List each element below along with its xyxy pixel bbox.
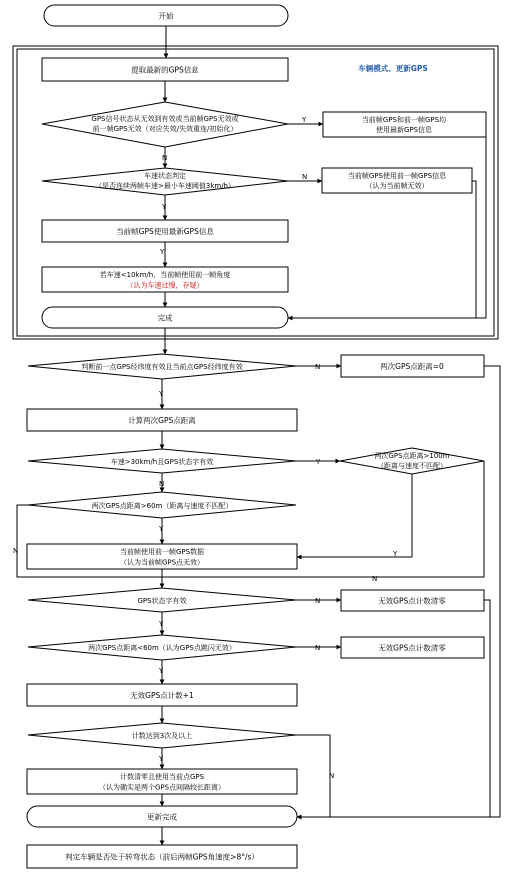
gps-state-line1: GPS信号状态从无效到有效或当前帧GPS无效或 <box>91 115 239 123</box>
label-n-status: N <box>315 597 321 605</box>
dist100-line2: （距离与速度不匹配） <box>377 462 447 470</box>
branch-labels <box>13 116 398 780</box>
arrow-dist100-yes <box>297 474 412 557</box>
use-prev-frame-line1: 当前帧GPS使用前一帧GPS信息 <box>347 172 447 180</box>
calc-distance-label: 计算两次GPS点距离 <box>128 416 196 425</box>
clear-use-current-line1: 计数清零且使用当前点GPS <box>119 773 205 781</box>
low-speed-line2: （认为车速过慢，存疑） <box>126 281 204 290</box>
label-y-gps-state: Y <box>302 116 307 124</box>
gps-state-line2: 前一帧GPS无效（对应失效/失效重连/初始化） <box>92 125 238 133</box>
count-label: 计数达到3次及以上 <box>131 732 193 740</box>
both-use-latest-line2: 使用最新GPS信息 <box>375 126 433 134</box>
low-speed-line1: 若车速<10km/h，当前帧使用前一帧角度 <box>99 271 231 279</box>
use-latest-label: 当前帧GPS使用最新GPS信息 <box>116 227 214 236</box>
fetch-gps-label: 提取最新的GPS信息 <box>131 65 199 75</box>
dist100-line1: 两次GPS点距离>100m <box>374 452 450 460</box>
arrow-clear1-update <box>484 600 490 817</box>
label-y-latest: Y <box>160 248 165 256</box>
dist60-jump-label: 两次GPS点距离<60m（认为GPS点跳闪无效） <box>88 644 236 652</box>
label-n-speed-state: N <box>302 173 308 181</box>
label-y-dist100: Y <box>393 550 398 558</box>
dist60-label: 两次GPS点距离>60m（距离与速度不匹配） <box>91 502 233 510</box>
label-y-speed-state: Y <box>162 203 167 211</box>
label-n-dist60: N <box>13 547 19 555</box>
speed30-label: 车速>30km/h且GPS状态字有效 <box>110 458 214 466</box>
complete-label: 完成 <box>157 313 173 323</box>
label-n-speed30: N <box>159 480 165 488</box>
arrow-prevframe-complete <box>472 181 476 318</box>
distance-zero-label: 两次GPS点距离=0 <box>380 362 444 371</box>
both-use-latest-line1: 当前帧GPS和前一帧GPS均 <box>361 116 447 124</box>
label-n-gps-state: N <box>162 154 168 162</box>
label-y-status: Y <box>159 620 164 628</box>
use-prev-data-line1: 当前帧使用前一帧GPS数据 <box>119 548 205 556</box>
use-prev-frame-line2: （认为当前帧无效） <box>365 182 429 190</box>
label-y-jump: Y <box>159 667 164 675</box>
label-n-jump: N <box>315 644 321 652</box>
speed-state-line1: 车速状态判定 <box>144 172 186 180</box>
label-n-count: N <box>329 772 335 780</box>
update-complete-label: 更新完成 <box>147 812 177 822</box>
use-prev-data-line2: （认为当前帧GPS点无效） <box>119 558 205 567</box>
clear-use-current-line2: （认为确实是两个GPS点间隔较长距离） <box>98 783 226 792</box>
label-n-latlon: N <box>315 363 321 371</box>
arrow-bothlatest-complete <box>288 124 486 318</box>
arrow-count-no <box>296 735 330 817</box>
speed-state-line2: （是否连续两帧车速>最小车速阈值3km/h） <box>95 182 235 190</box>
label-y-speed30: Y <box>316 458 321 466</box>
label-n-dist100: N <box>372 575 378 583</box>
invalid-plus-label: 无效GPS点计数+1 <box>130 691 194 700</box>
start-label: 开始 <box>158 11 174 21</box>
label-y-latlon: Y <box>159 390 164 398</box>
clear-count-1-label: 无效GPS点计数清零 <box>378 596 446 606</box>
label-y-dist60: Y <box>159 525 164 533</box>
connectors <box>17 26 500 845</box>
latlon-label: 判断前一点GPS经纬度有效且当前点GPS经纬度有效 <box>81 363 243 371</box>
section-title: 车辆模式、更新GPS <box>358 64 428 73</box>
judge-turn-label: 判定车辆是否处于转弯状态（前后两帧GPS角速度>8°/s） <box>65 852 259 862</box>
clear-count-2-label: 无效GPS点计数清零 <box>378 643 446 653</box>
label-y-count: Y <box>159 755 164 763</box>
status-word-label: GPS状态字有效 <box>137 597 187 605</box>
